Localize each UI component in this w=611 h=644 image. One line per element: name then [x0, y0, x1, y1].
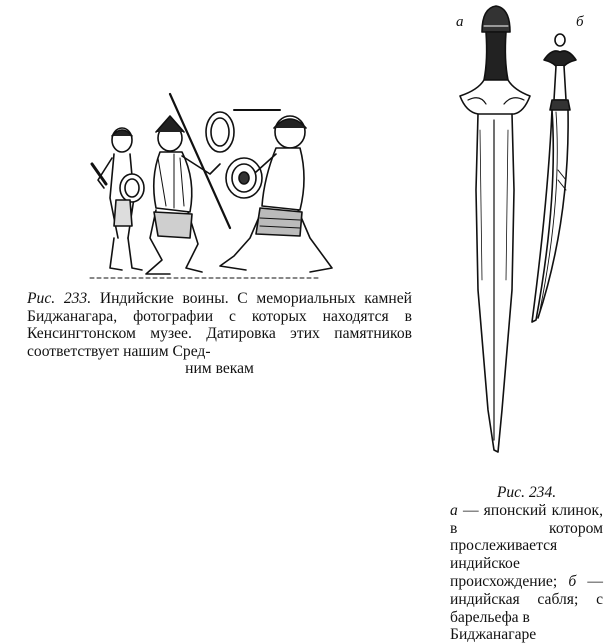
warriors-illustration: [70, 88, 340, 288]
caption-234-letter-a: а: [450, 501, 458, 519]
label-b: б: [576, 14, 584, 30]
caption-234-last-line: Биджанагаре: [450, 626, 537, 644]
shields: [206, 112, 262, 198]
caption-fig-234: [450, 484, 603, 644]
caption-234-part-b: — индийская сабля; с барельефа в: [450, 572, 603, 626]
indian-sabre: [532, 34, 576, 322]
caption-233-body: Индийские воины. С мемориальных камней Биджанагара, фотографии с которых находятся в Кенсингтонском музее. Датировка этих памятников соответствует нашим Сред-: [27, 290, 412, 360]
caption-234-letter-b: б: [568, 572, 577, 590]
warrior-left: [92, 128, 144, 270]
caption-234-title: Рис. 234.: [496, 484, 557, 501]
caption-233-label: Рис. 233.: [27, 290, 92, 307]
label-a: а: [456, 14, 464, 30]
caption-233-last-line: ним векам: [185, 360, 254, 378]
caption-fig-233: [27, 290, 412, 378]
swords-illustration: [440, 0, 611, 470]
caption-234-part-a: — японский клинок, в котором прослеживается индийское происхождение;: [450, 501, 603, 590]
japanese-blade: [460, 6, 530, 452]
